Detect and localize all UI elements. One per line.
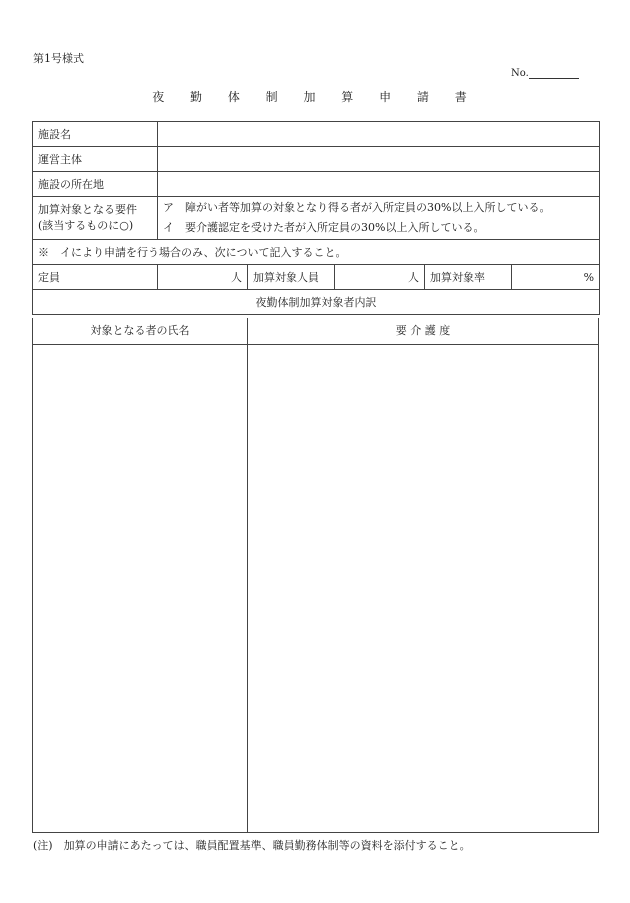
count-row xyxy=(33,265,600,290)
operator-row xyxy=(33,147,600,172)
target-count-label: 加算対象人員 xyxy=(248,265,335,290)
name-entry-area[interactable] xyxy=(33,345,247,832)
target-rate-field[interactable]: % xyxy=(512,265,600,290)
operator-label: 運営主体 xyxy=(33,147,158,172)
application-table xyxy=(32,121,600,315)
instruction-text: ※ イにより申請を行う場合のみ、次について記入すること。 xyxy=(33,240,600,265)
breakdown-list xyxy=(32,318,599,833)
care-level-entry-area[interactable] xyxy=(248,345,598,832)
facility-name-field[interactable] xyxy=(158,122,600,147)
breakdown-row xyxy=(33,290,600,315)
capacity-field[interactable]: 人 xyxy=(158,265,248,290)
requirement-options xyxy=(158,197,600,240)
name-column-header: 対象となる者の氏名 xyxy=(90,324,190,337)
location-label: 施設の所在地 xyxy=(33,172,158,197)
target-rate-label: 加算対象率 xyxy=(425,265,512,290)
number-label: No. xyxy=(511,68,529,79)
document-number xyxy=(511,68,579,79)
care-level-column-header: 要 介 護 度 xyxy=(395,324,451,337)
requirement-label xyxy=(33,197,158,240)
option-a[interactable]: ア 障がい者等加算の対象となり得る者が入所定員の30%以上入所している。 xyxy=(163,201,551,214)
facility-name-label: 施設名 xyxy=(33,122,158,147)
requirement-row xyxy=(33,197,600,240)
footnote: (注) 加算の申請にあたっては、職員配置基準、職員勤務体制等の資料を添付すること。 xyxy=(33,839,471,852)
instruction-row xyxy=(33,240,600,265)
requirement-label-line1: 加算対象となる要件 xyxy=(38,203,137,216)
breakdown-heading: 夜勤体制加算対象者内訳 xyxy=(33,290,600,315)
number-field[interactable] xyxy=(529,68,579,79)
option-i[interactable]: イ 要介護認定を受けた者が入所定員の30%以上入所している。 xyxy=(163,221,485,234)
form-number: 第1号様式 xyxy=(33,52,84,65)
requirement-label-line2: (該当するものに○) xyxy=(38,219,134,232)
location-row xyxy=(33,172,600,197)
capacity-label: 定員 xyxy=(33,265,158,290)
page-title: 夜 勤 体 制 加 算 申 請 書 xyxy=(152,90,478,104)
operator-field[interactable] xyxy=(158,147,600,172)
facility-name-row xyxy=(33,122,600,147)
target-count-field[interactable]: 人 xyxy=(335,265,425,290)
location-field[interactable] xyxy=(158,172,600,197)
